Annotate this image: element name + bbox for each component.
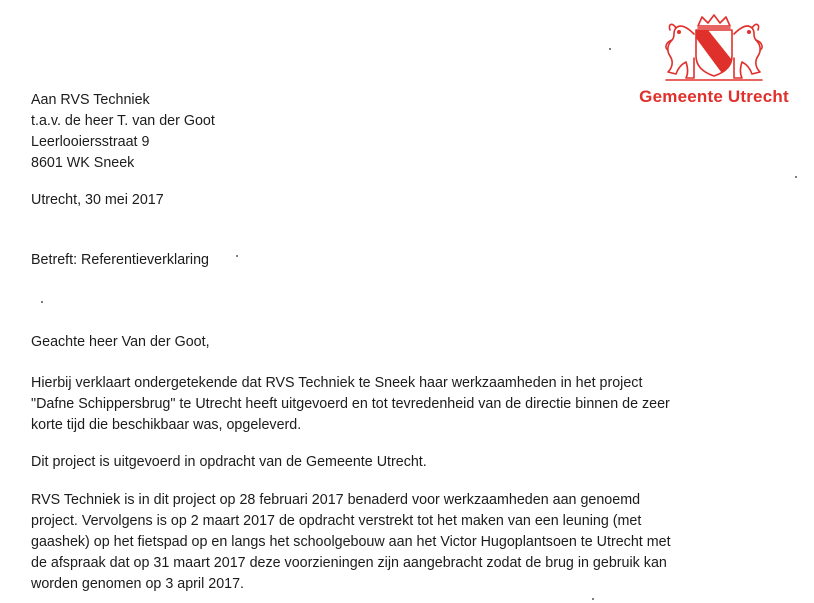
- salutation-line: Geachte heer Van der Goot,: [31, 334, 210, 350]
- body-paragraph: [31, 490, 671, 595]
- date-line: Utrecht, 30 mei 2017: [31, 192, 164, 208]
- recipient-line: 8601 WK Sneek: [31, 155, 135, 171]
- letter-subject: [31, 250, 209, 271]
- letterhead-logo: [632, 12, 796, 110]
- scan-speck: [41, 301, 43, 303]
- organization-name: Gemeente Utrecht: [639, 87, 789, 106]
- paragraph-line: Dit project is uitgevoerd in opdracht van de Gemeente Utrecht.: [31, 454, 427, 470]
- paragraph-line: project. Vervolgens is op 2 maart 2017 de opdracht verstrekt tot het maken van een leuning (met: [31, 513, 642, 529]
- letter-salutation: [31, 332, 210, 353]
- paragraph-line: RVS Techniek is in dit project op 28 februari 2017 benaderd voor werkzaamheden aan genoemd: [31, 492, 641, 508]
- paragraph-line: worden genomen op 3 april 2017.: [31, 576, 245, 592]
- recipient-line: Leerlooiersstraat 9: [31, 134, 150, 150]
- recipient-address: [31, 90, 215, 174]
- scan-speck: [609, 48, 611, 50]
- paragraph-line: korte tijd die beschikbaar was, opgeleverd.: [31, 417, 302, 433]
- body-paragraph: [31, 373, 670, 436]
- letter-date: [31, 190, 164, 211]
- recipient-line: Aan RVS Techniek: [31, 92, 150, 108]
- paragraph-line: "Dafne Schippersbrug" te Utrecht heeft uitgevoerd en tot tevredenheid van de directie binnen de zeer: [31, 396, 670, 412]
- utrecht-coat-of-arms-icon: [658, 12, 770, 84]
- scan-speck: [236, 255, 238, 257]
- recipient-line: t.a.v. de heer T. van der Goot: [31, 113, 215, 129]
- paragraph-line: gaashek) op het fietspad op en langs het schoolgebouw aan het Victor Hugoplantsoen te Utrecht met: [31, 534, 671, 550]
- subject-line: Betreft: Referentieverklaring: [31, 252, 209, 268]
- scan-speck: [795, 176, 797, 178]
- body-paragraph: [31, 452, 427, 473]
- scan-speck: [592, 598, 594, 600]
- paragraph-line: Hierbij verklaart ondergetekende dat RVS Techniek te Sneek haar werkzaamheden in het project: [31, 375, 643, 391]
- paragraph-line: de afspraak dat op 31 maart 2017 deze voorzieningen zijn aangebracht zodat de brug in gebruik kan: [31, 555, 667, 571]
